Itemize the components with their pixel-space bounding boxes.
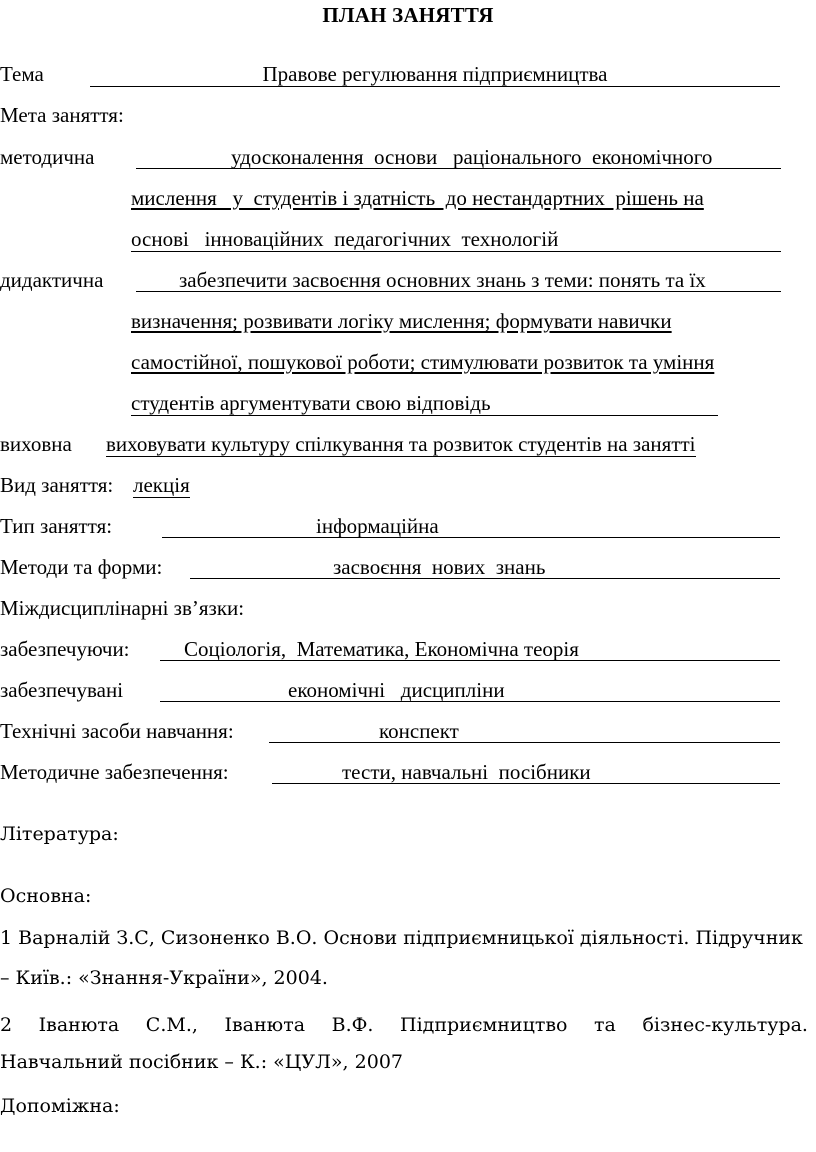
tema-label: Тема [0,62,44,86]
tema-value-text: Правове регулювання підприємництва [262,62,608,86]
meta-label: Мета заняття: [0,103,124,127]
tekhnichni-value: конспект [269,719,780,743]
ref-1-line-1: 1 Варналій З.С, Сизоненко В.О. Основи підприємницької діяльності. Підручник [0,927,803,949]
tema-value [90,62,780,87]
typ-value: інформаційна [162,514,780,538]
metodychna-line-1: удосконалення основи раціонального економічного [136,145,781,169]
dydaktychna-label: дидактична [0,268,104,292]
dydaktychna-line-2: визначення; розвивати логіку мислення; формувати навички [131,309,672,333]
vyd-value: лекція [133,473,190,497]
metody-value: засвоєння нових знань [190,555,780,579]
vykhovna-label: виховна [0,432,72,456]
ref-2-part: та [594,1014,616,1036]
ref-2-part: 2 [0,1014,13,1036]
metody-label: Методи та форми: [0,555,163,579]
vykhovna-value: виховувати культуру спілкування та розвиток студентів на занятті [106,432,696,456]
metodychna-line-2: мислення у студентів і здатність до нестандартних рішень на [131,186,704,210]
ref-2-part: Іванюта [38,1014,120,1036]
ref-2-part: бізнес-культура. [642,1014,808,1036]
zabezpechuvani-value: економічні дисципліни [160,678,780,702]
dydaktychna-line-1: забезпечити засвоєння основних знань з теми: понять та їх [136,268,781,292]
zabezpechuiuchi-value: Соціологія, Математика, Економічна теорія [160,637,780,661]
ref-2-line-2: Навчальний посібник – К.: «ЦУЛ», 2007 [0,1051,403,1073]
tekhnichni-label: Технічні засоби навчання: [0,719,234,743]
vyd-label: Вид заняття: [0,473,114,497]
zabezpechuvani-label: забезпечувані [0,678,124,702]
osnovna-label: Основна: [0,885,92,907]
metodychne-label: Методичне забезпечення: [0,760,229,784]
ref-2-line-1 [0,1013,808,1037]
ref-2-part: Іванюта [224,1014,306,1036]
ref-2-part: В.Ф. [331,1014,374,1036]
metodychna-label: методична [0,145,95,169]
page-title: ПЛАН ЗАНЯТТЯ [322,3,494,27]
ref-1-line-2: – Київ.: «Знання-України», 2004. [0,967,328,989]
metodychne-value: тести, навчальні посібники [272,760,780,784]
literatura-label: Література: [0,823,119,845]
dopomizhna-label: Допоміжна: [0,1095,120,1117]
typ-label: Тип заняття: [0,514,113,538]
mizhdysc-label: Міждисциплінарні зв’язки: [0,596,245,620]
ref-2-part: С.М., [145,1014,198,1036]
ref-2-part: Підприємництво [400,1014,568,1036]
dydaktychna-line-4: студентів аргументувати свою відповідь [131,391,718,416]
dydaktychna-line-3: самостійної, пошукової роботи; стимулювати розвиток та уміння [131,350,715,374]
metodychna-line-3: основі інноваційних педагогічних технологій [131,227,781,252]
zabezpechuiuchi-label: забезпечуючи: [0,637,130,661]
